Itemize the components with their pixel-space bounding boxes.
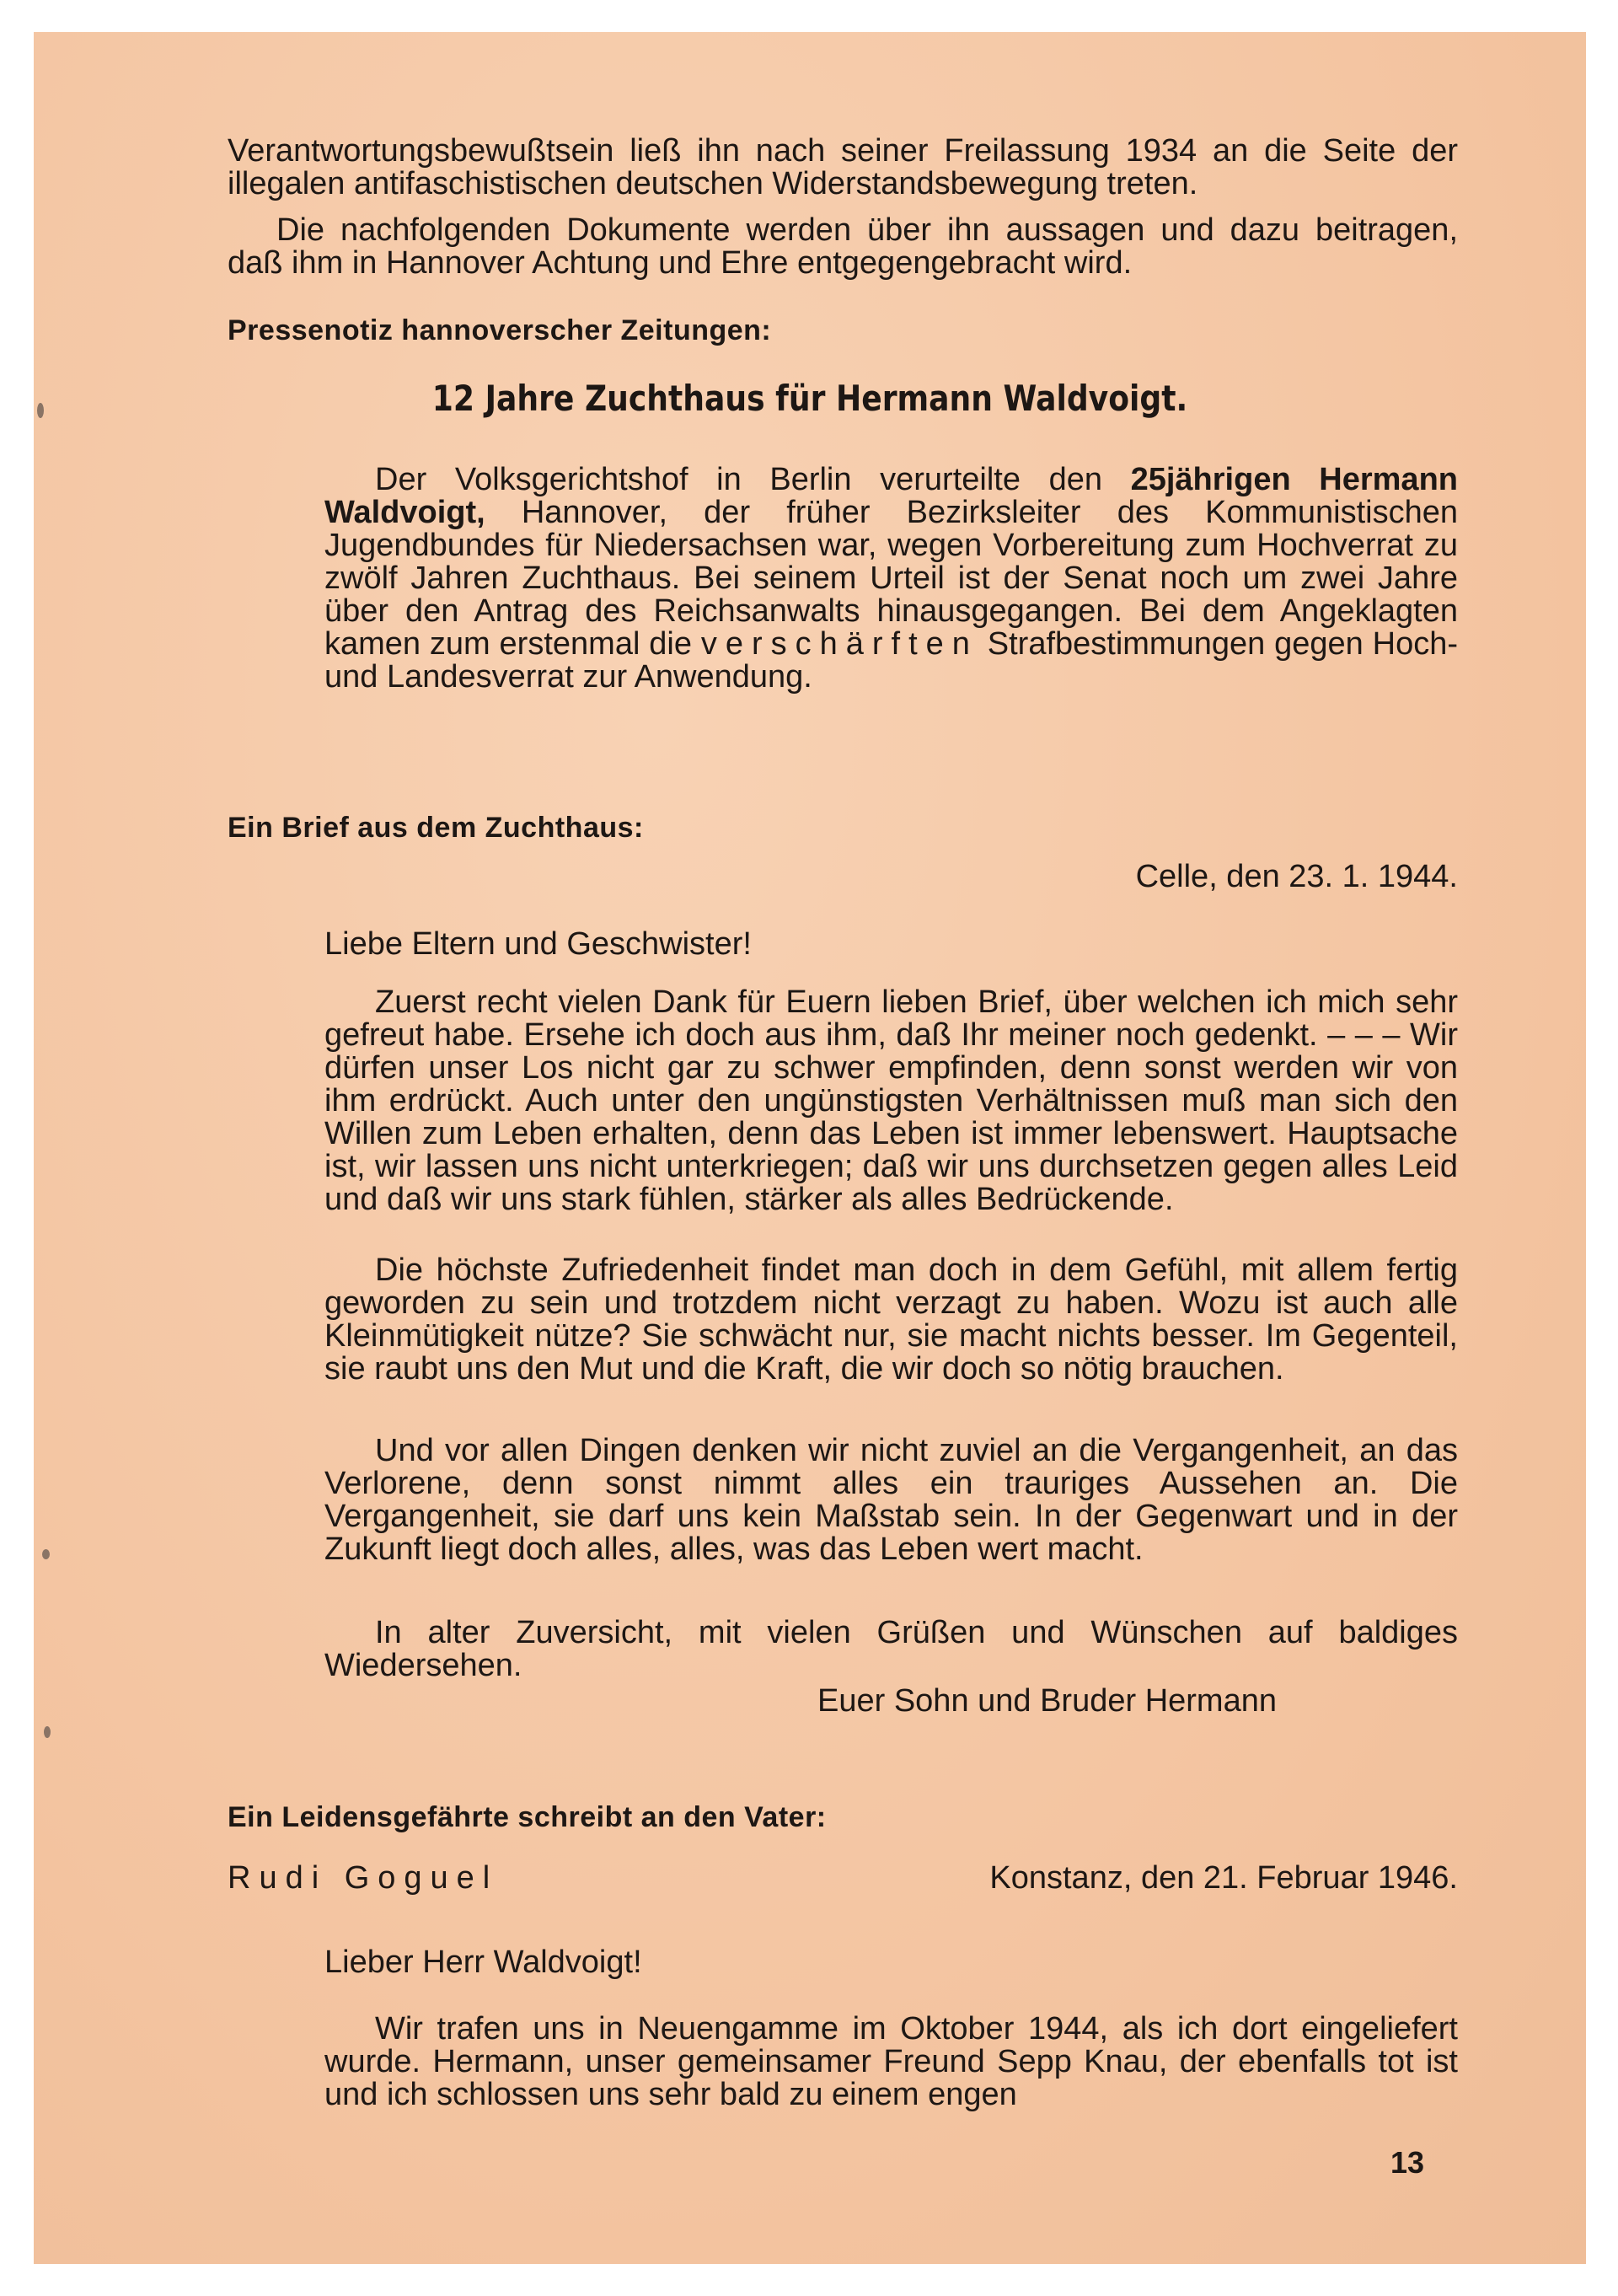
press-text-3: Strafbestimmungen gegen Hoch- und Landesverrat zur Anwendung. — [324, 626, 1458, 695]
companion-paragraph: Wir trafen uns in Neuengamme im Oktober 1944, als ich dort eingeliefert wurde. Hermann, unser gemeinsamer Freund Sepp Knau, der ebenfalls tot ist und ich schlossen uns sehr bald zu einem engen — [324, 2011, 1458, 2112]
press-heading: Pressenotiz hannoverscher Zeitungen: — [228, 314, 772, 346]
letter-paragraph-2: Die höchste Zufriedenheit findet man doch in dem Gefühl, mit allem fertig geworden zu sein und trotzdem nicht verzagt zu haben. Wozu ist auch alle Kleinmütigkeit nütze? Sie schwächt nur, sie macht nichts besser. Im Gegenteil, sie raubt uns den Mut und die Kraft, die wir doch so nötig brauchen. — [324, 1253, 1458, 1387]
letter-paragraph-3: Und vor allen Dingen denken wir nicht zuviel an die Vergangenheit, an das Verlorene, denn sonst nimmt alles ein trauriges Aussehen an. Die Vergangenheit, sie darf uns kein Maßstab sein. In der Gegenwart und in der Zukunft liegt doch alles, alles, was das Leben wert macht. — [324, 1433, 1458, 1567]
press-text-2: Hannover, der früher Bezirksleiter des Kommunistischen Jugendbundes für Niedersachsen war, wegen Vorbereitung zum Hochverrat zu zwölf Jahren Zuchthaus. Bei seinem Urteil ist der Senat noch um zwei Jahre über den Antrag des Reichsanwalts hinausgegangen. Bei dem Angeklagten kamen zum erstenmal die — [324, 495, 1458, 662]
press-bold-name: 25jährigen Hermann Waldvoigt, — [324, 462, 1458, 530]
companion-sender: Rudi Goguel — [228, 1860, 499, 1896]
companion-salutation: Lieber Herr Waldvoigt! — [324, 1945, 642, 1980]
letter-paragraph-4: In alter Zuversicht, mit vielen Grüßen und Wünschen auf baldiges Wiedersehen. — [324, 1615, 1458, 1683]
press-paragraph — [324, 464, 1458, 694]
companion-place-date: Konstanz, den 21. Februar 1946. — [989, 1860, 1458, 1896]
press-title: 12 Jahre Zuchthaus für Hermann Waldvoigt. — [431, 378, 1188, 419]
letter-place-date: Celle, den 23. 1. 1944. — [1135, 859, 1458, 894]
page-number: 13 — [1390, 2145, 1424, 2180]
press-spaced-word: verschärften — [700, 626, 978, 662]
letter-signature: Euer Sohn und Bruder Hermann — [817, 1683, 1277, 1719]
letter-paragraph-1: Zuerst recht vielen Dank für Euern lieben Brief, über welchen ich mich sehr gefreut habe. Ersehe ich doch aus ihm, daß Ihr meiner noch gedenkt. – – – Wir dürfen unser Los nicht gar zu schwer empfinden, denn sonst werden wir von ihm erdrückt. Auch unter den ungünstigsten Verhältnissen muß man sich den Willen zum Leben erhalten, denn das Leben ist immer lebenswert. Hauptsache ist, wir lassen uns nicht unterkriegen; daß wir uns durchsetzen gegen alles Leid und daß wir uns stark fühlen, stärker als alles Bedrückende. — [324, 984, 1458, 1217]
letter-salutation: Liebe Eltern und Geschwister! — [324, 926, 752, 962]
letter-heading: Ein Brief aus dem Zuchthaus: — [228, 812, 644, 844]
companion-heading: Ein Leidensgefährte schreibt an den Vater: — [228, 1801, 827, 1833]
document-page — [34, 32, 1586, 2264]
press-text-1: Der Volksgerichtshof in Berlin verurteilte den — [375, 462, 1131, 497]
intro-paragraph-1: Verantwortungsbewußtsein ließ ihn nach seiner Freilassung 1934 an die Seite der illegalen antifaschistischen deutschen Widerstandsbewegung treten. — [228, 133, 1458, 201]
intro-paragraph-2: Die nachfolgenden Dokumente werden über ihn aussagen und dazu beitragen, daß ihm in Hannover Achtung und Ehre entgegengebracht wird. — [228, 212, 1458, 281]
